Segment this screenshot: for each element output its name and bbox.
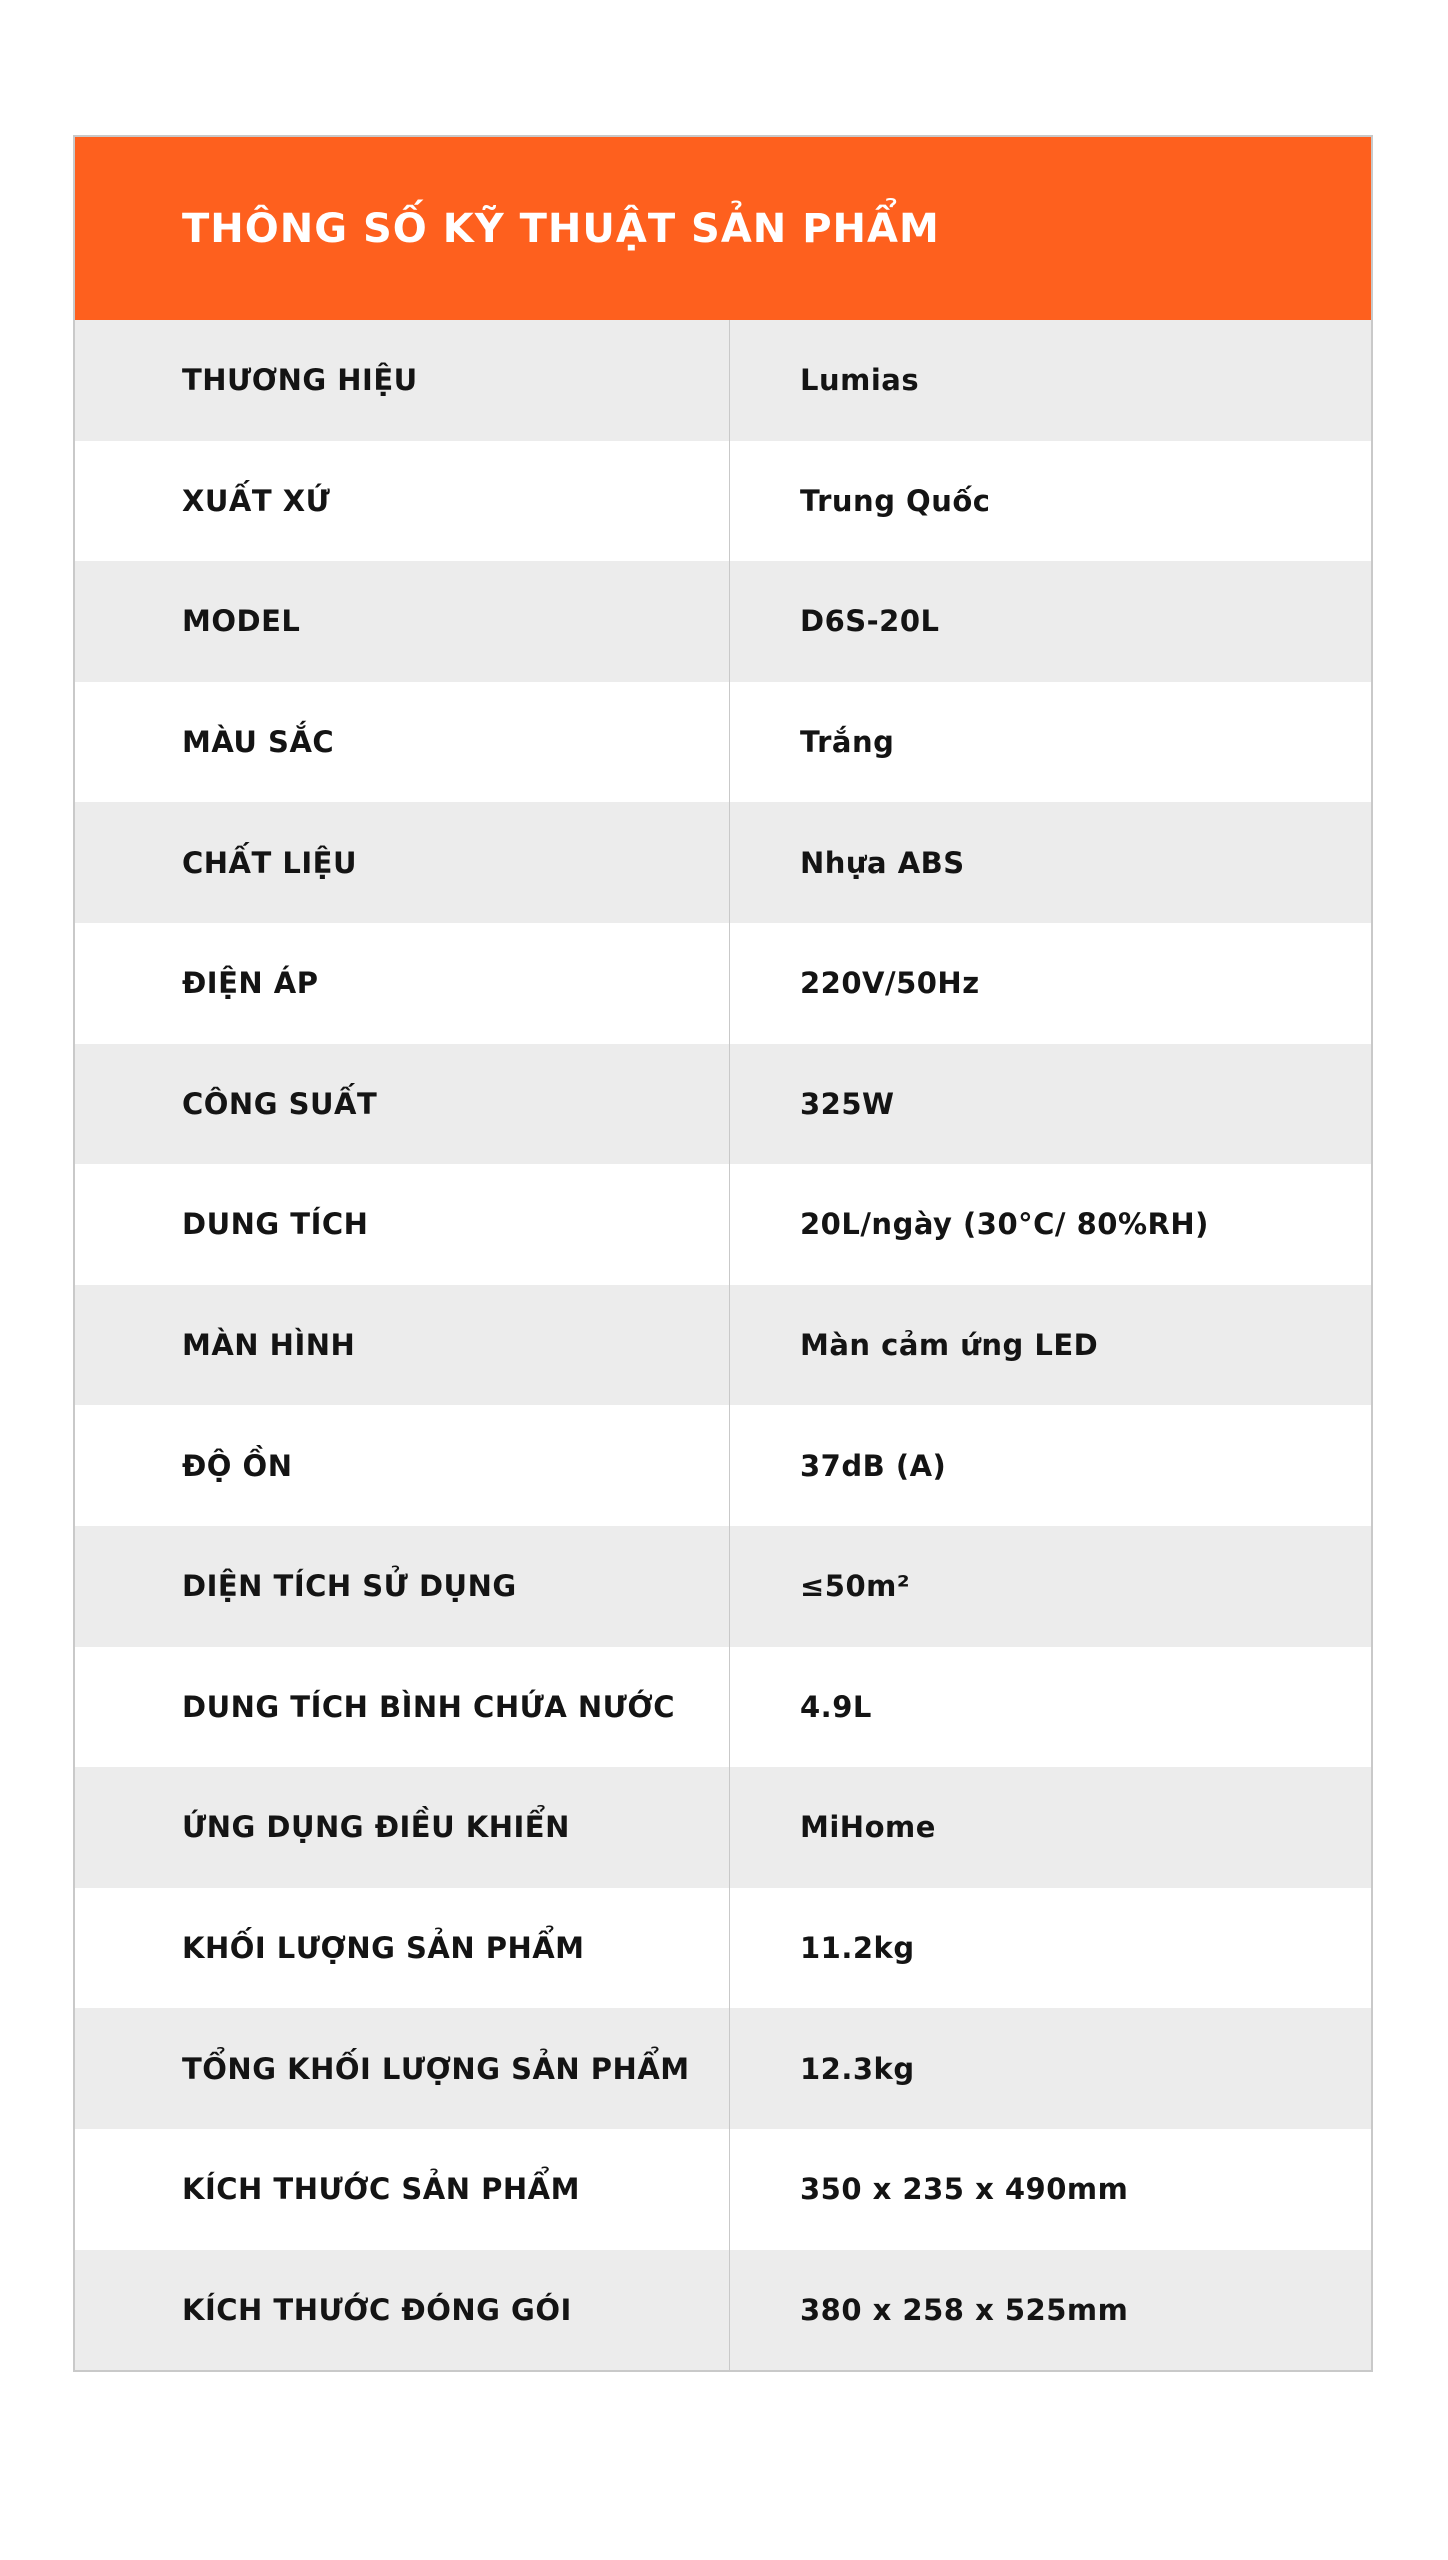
table-row	[75, 1285, 1371, 1406]
label-cell	[75, 1526, 730, 1647]
table-row	[75, 1405, 1371, 1526]
spec-label: ỨNG DỤNG ĐIỀU KHIỂN	[182, 1810, 570, 1845]
spec-label: DUNG TÍCH	[182, 1207, 369, 1242]
table-row	[75, 561, 1371, 682]
value-cell	[730, 1044, 1371, 1165]
spec-label: CHẤT LIỆU	[182, 845, 358, 880]
label-cell	[75, 441, 730, 562]
value-cell	[730, 1767, 1371, 1888]
value-cell	[730, 1405, 1371, 1526]
table-row	[75, 682, 1371, 803]
spec-value: 220V/50Hz	[800, 966, 980, 1001]
label-cell	[75, 1164, 730, 1285]
table-row	[75, 2008, 1371, 2129]
spec-label: DUNG TÍCH BÌNH CHỨA NƯỚC	[182, 1689, 675, 1724]
table-row	[75, 320, 1371, 441]
value-cell	[730, 682, 1371, 803]
label-cell	[75, 802, 730, 923]
spec-value: MiHome	[800, 1810, 936, 1845]
table-row	[75, 441, 1371, 562]
spec-value: 350 x 235 x 490mm	[800, 2172, 1129, 2207]
label-cell	[75, 2008, 730, 2129]
spec-card	[73, 135, 1373, 2372]
table-row	[75, 1044, 1371, 1165]
spec-table	[75, 320, 1371, 2370]
table-row	[75, 1526, 1371, 1647]
spec-value: 11.2kg	[800, 1931, 915, 1966]
label-cell	[75, 320, 730, 441]
spec-value: Lumias	[800, 363, 920, 398]
value-cell	[730, 1888, 1371, 2009]
page-title: THÔNG SỐ KỸ THUẬT SẢN PHẨM	[182, 205, 940, 252]
value-cell	[730, 1164, 1371, 1285]
spec-label: TỔNG KHỐI LƯỢNG SẢN PHẨM	[182, 2051, 690, 2086]
value-cell	[730, 2250, 1371, 2371]
value-cell	[730, 802, 1371, 923]
spec-label: MÀU SẮC	[182, 725, 335, 760]
value-cell	[730, 1647, 1371, 1768]
spec-header	[75, 137, 1371, 320]
table-row	[75, 1888, 1371, 2009]
spec-label: MÀN HÌNH	[182, 1328, 356, 1363]
value-cell	[730, 2008, 1371, 2129]
spec-value: 4.9L	[800, 1689, 872, 1724]
value-cell	[730, 1285, 1371, 1406]
value-cell	[730, 441, 1371, 562]
spec-value: 20L/ngày (30°C/ 80%RH)	[800, 1207, 1209, 1242]
label-cell	[75, 1767, 730, 1888]
table-row	[75, 2129, 1371, 2250]
table-row	[75, 1164, 1371, 1285]
spec-label: ĐỘ ỒN	[182, 1448, 293, 1483]
value-cell	[730, 2129, 1371, 2250]
table-row	[75, 2250, 1371, 2371]
value-cell	[730, 923, 1371, 1044]
spec-label: ĐIỆN ÁP	[182, 966, 319, 1001]
table-row	[75, 802, 1371, 923]
spec-value: 325W	[800, 1086, 895, 1121]
label-cell	[75, 923, 730, 1044]
spec-value: Nhựa ABS	[800, 845, 965, 880]
spec-label: CÔNG SUẤT	[182, 1086, 378, 1121]
spec-value: Trắng	[800, 725, 895, 760]
spec-value: 380 x 258 x 525mm	[800, 2292, 1129, 2327]
label-cell	[75, 1888, 730, 2009]
spec-label: KÍCH THƯỚC SẢN PHẨM	[182, 2172, 580, 2207]
label-cell	[75, 1647, 730, 1768]
table-row	[75, 1767, 1371, 1888]
label-cell	[75, 1405, 730, 1526]
label-cell	[75, 1285, 730, 1406]
label-cell	[75, 2129, 730, 2250]
spec-value: ≤50m²	[800, 1569, 911, 1604]
label-cell	[75, 2250, 730, 2371]
table-row	[75, 1647, 1371, 1768]
spec-value: 12.3kg	[800, 2051, 915, 2086]
spec-label: XUẤT XỨ	[182, 483, 331, 518]
label-cell	[75, 682, 730, 803]
table-row	[75, 923, 1371, 1044]
spec-label: KHỐI LƯỢNG SẢN PHẨM	[182, 1931, 585, 1966]
spec-value: 37dB (A)	[800, 1448, 947, 1483]
value-cell	[730, 320, 1371, 441]
label-cell	[75, 561, 730, 682]
label-cell	[75, 1044, 730, 1165]
spec-value: Màn cảm ứng LED	[800, 1328, 1099, 1363]
spec-label: MODEL	[182, 604, 301, 639]
spec-value: Trung Quốc	[800, 483, 991, 518]
spec-label: KÍCH THƯỚC ĐÓNG GÓI	[182, 2292, 572, 2327]
value-cell	[730, 561, 1371, 682]
spec-label: THƯƠNG HIỆU	[182, 363, 418, 398]
spec-value: D6S-20L	[800, 604, 940, 639]
value-cell	[730, 1526, 1371, 1647]
spec-label: DIỆN TÍCH SỬ DỤNG	[182, 1569, 517, 1604]
